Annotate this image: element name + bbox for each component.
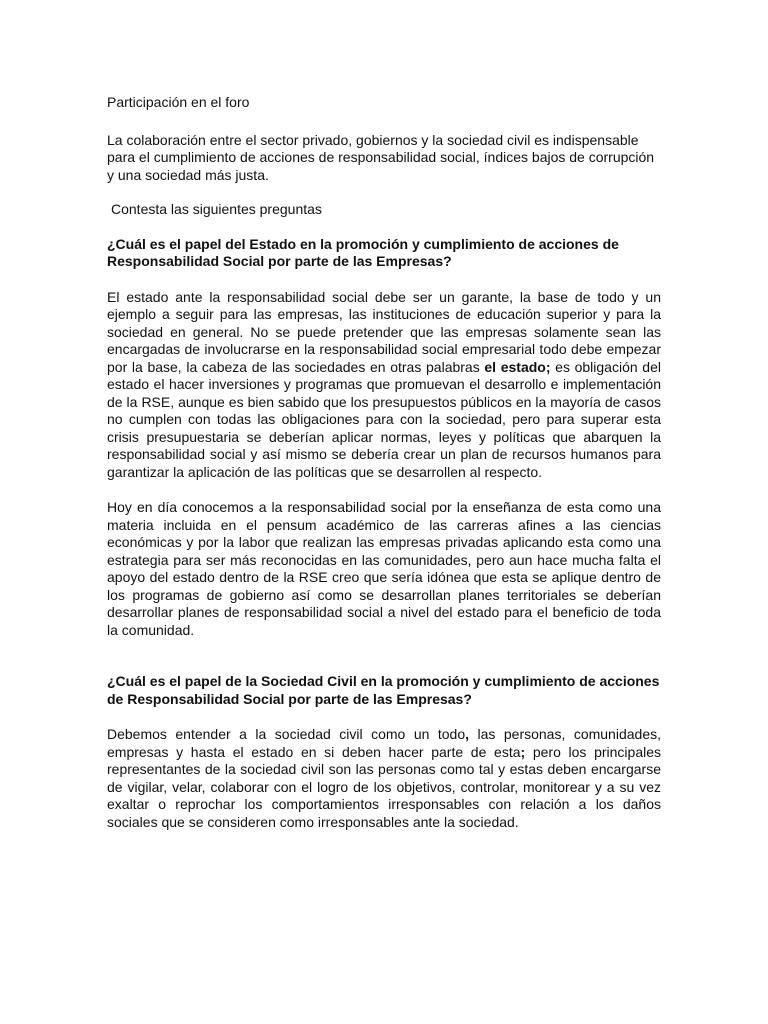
answer-2-text-part-2: las personas, comunidades, empresas y hasta el estado en si deben hacer parte de esta xyxy=(107,726,661,760)
answer-1-text-start: El estado ante la responsabilidad social debe ser un garante, la base de todo y un ejemplo a seguir para las empresas, las instituciones de educación superior y para la sociedad en general. No se puede pretender que las empresas solamente sean las encargadas de involucrarse en la responsabilidad social empresarial todo debe empezar por la base, la cabeza de las sociedades en otras palabras xyxy=(107,288,661,375)
document-title: Participación en el foro xyxy=(107,94,250,110)
answer-2-text-part-3: pero los principales representantes de la sociedad civil son las personas como tal y estas deben encargarse de vigilar, velar, colaborar con el logro de los objetivos, controlar, monitorear y a su vez exaltar o reprochar los comportamientos irresponsables con relación a los daños sociales que se consideren como irresponsables ante la sociedad. xyxy=(107,743,661,830)
intro-paragraph: La colaboración entre el sector privado, gobiernos y la sociedad civil es indispensable para el cumplimiento de acciones de responsabilidad social, índices bajos de corrupción y una sociedad más justa. xyxy=(107,131,655,183)
answer-2-text-part-1: Debemos entender a la sociedad civil como un todo xyxy=(107,726,466,742)
answer-2-paragraph xyxy=(107,726,661,831)
document-page xyxy=(107,94,661,849)
instruction-text: Contesta las siguientes preguntas xyxy=(111,201,322,217)
answer-1-bold-phrase: el estado; xyxy=(484,358,551,375)
answer-2-bold-comma: , xyxy=(465,726,470,742)
question-1-heading: ¿Cuál es el papel del Estado en la promoción y cumplimiento de acciones de Responsabilidad Social por parte de las Empresas? xyxy=(107,235,619,269)
question-2-heading: ¿Cuál es el papel de la Sociedad Civil en la promoción y cumplimiento de acciones de Responsabilidad Social por parte de las Empresas? xyxy=(107,673,660,707)
answer-1-paragraph-1 xyxy=(107,289,661,482)
answer-1-paragraph-2: Hoy en día conocemos a la responsabilidad social por la enseñanza de esta como una materia incluida en el pensum académico de las carreras afines a las ciencias económicas y por la labor que realizan las empresas privadas aplicando esta como una estrategia para ser más reconocidas en las comunidades, pero aun hace mucha falta el apoyo del estado dentro de la RSE creo que sería idónea que esta se aplique dentro de los programas de gobierno así como se desarrollan planes territoriales se deberían desarrollar planes de responsabilidad social a nivel del estado para el beneficio de toda la comunidad. xyxy=(107,499,661,638)
answer-1-text-end: es obligación del estado el hacer inversiones y programas que promuevan el desarrollo e implementación de la RSE, aunque es bien sabido que los presupuestos públicos en la mayoría de casos no cumplen con todas las obligaciones para con la sociedad, pero para superar esta crisis presupuestaria se deberían aplicar normas, leyes y políticas que abarquen la responsabilidad social y así mismo se debería crear un plan de recursos humanos para garantizar la aplicación de las políticas que se desarrollen al respecto. xyxy=(107,358,661,480)
answer-2-bold-semicolon: ; xyxy=(520,743,526,760)
